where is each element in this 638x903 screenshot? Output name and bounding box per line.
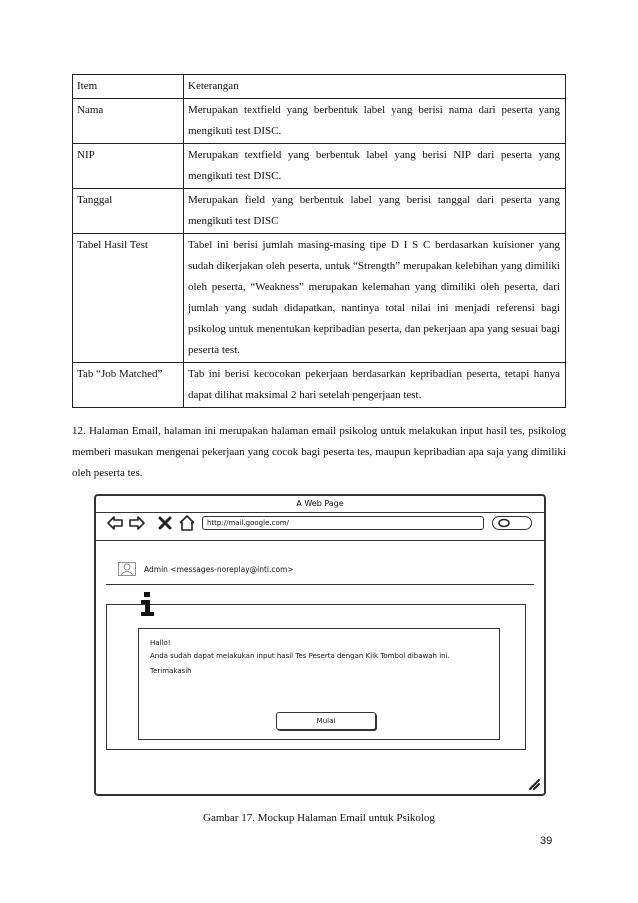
message-greeting: Hallo!: [150, 639, 171, 647]
mulai-button[interactable]: Mulai: [276, 712, 376, 730]
table-header-row: [73, 75, 566, 99]
row-item: Tanggal: [73, 189, 184, 234]
message-text: [150, 639, 490, 676]
title-divider: [96, 512, 544, 513]
header-divider: [106, 584, 534, 585]
table-row: [73, 144, 566, 189]
sender-label: Admin <messages-noreplay@inti.com>: [144, 565, 294, 574]
row-item: Tabel Hasil Test: [73, 234, 184, 363]
row-desc: Merupakan textfield yang berbentuk label yang berisi NIP dari peserta yang mengikuti test DISC.: [184, 144, 566, 189]
toolbar-divider: [96, 540, 544, 541]
home-icon[interactable]: [178, 514, 196, 532]
table-row: [73, 234, 566, 363]
window-title: A Web Page: [296, 499, 344, 508]
table-row: [73, 363, 566, 408]
search-field[interactable]: [492, 516, 532, 530]
avatar-icon: [118, 562, 136, 576]
row-item: NIP: [73, 144, 184, 189]
email-mockup: [94, 494, 546, 796]
header-item: Item: [73, 75, 184, 99]
search-icon: [497, 518, 511, 528]
resize-handle-icon[interactable]: [526, 776, 540, 790]
page-number: 39: [540, 835, 553, 847]
close-x-icon[interactable]: [156, 514, 174, 532]
row-item: Tab “Job Matched”: [73, 363, 184, 408]
row-desc: Tabel ini berisi jumlah masing-masing tipe D I S C berdasarkan kuisioner yang sudah dikerjakan oleh peserta, untuk “Strength” merupakan kelebihan yang dimiliki oleh peserta, “Weakness” merupakan kelemahan yang dimiliki oleh peserta, dari jumlah yang sudah didapatkan, nantinya total nilai ini menjadi referensi bagi psikolog untuk menentukan kepribadian peserta, dan pekerjaan apa yang sesuai bagi peserta test.: [184, 234, 566, 363]
forward-arrow-icon[interactable]: [128, 514, 146, 532]
header-keterangan: Keterangan: [184, 75, 566, 99]
back-arrow-icon[interactable]: [106, 514, 124, 532]
row-desc: Merupakan textfield yang berbentuk label yang berisi nama dari peserta yang mengikuti test DISC.: [184, 99, 566, 144]
section-paragraph: 12. Halaman Email, halaman ini merupakan halaman email psikolog untuk melakukan input hasil tes, psikolog memberi masukan mengenai pekerjaan yang cocok bagi peserta tes, maupun kepribadian apa saja yang dimiliki oleh peserta tes.: [72, 425, 566, 479]
message-closing: Terimakasih: [150, 667, 192, 675]
row-item: Nama: [73, 99, 184, 144]
message-body: Anda sudah dapat melakukan input hasil Tes Peserta dengan Klik Tombol dibawah ini.: [150, 652, 450, 660]
row-desc: Merupakan field yang berbentuk label yang berisi tanggal dari peserta yang mengikuti test DISC: [184, 189, 566, 234]
row-desc: Tab ini berisi kecocokan pekerjaan berdasarkan kepribadian peserta, tetapi hanya dapat dilihat maksimal 2 hari setelah pengerjaan test.: [184, 363, 566, 408]
figure-caption: Gambar 17. Mockup Halaman Email untuk Psikolog: [203, 812, 435, 824]
table-row: [73, 99, 566, 144]
url-field[interactable]: http://mail.google.com/: [202, 516, 484, 530]
table-row: [73, 189, 566, 234]
info-icon: [140, 592, 156, 616]
description-table: [72, 74, 566, 408]
